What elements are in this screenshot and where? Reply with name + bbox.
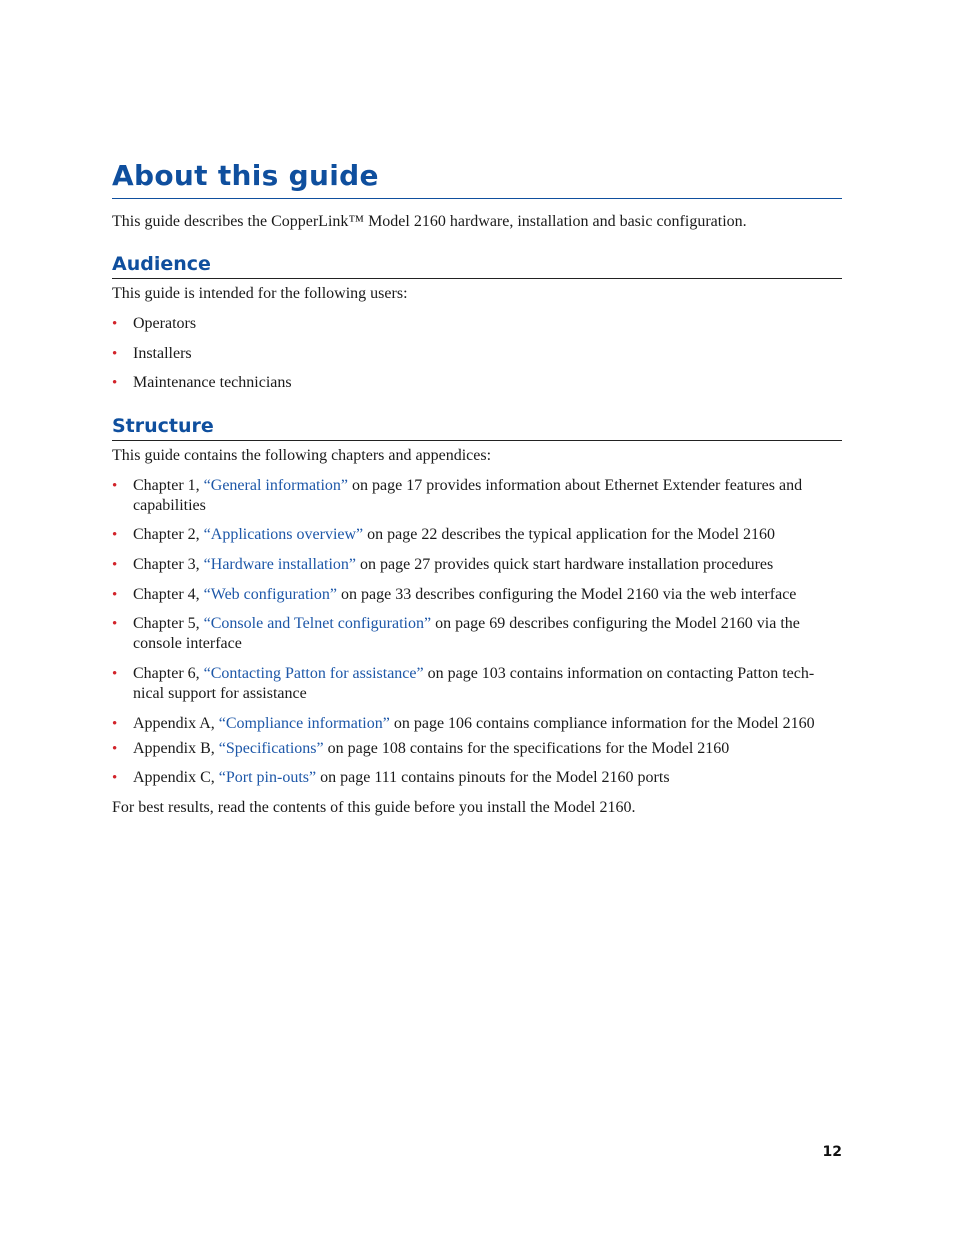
- page-title: About this guide: [112, 156, 842, 199]
- bullet-icon: •: [112, 666, 118, 682]
- bullet-icon: •: [112, 741, 118, 757]
- bullet-icon: •: [112, 557, 118, 573]
- chapter-link-hardware-installation[interactable]: “Hardware installation”: [203, 556, 357, 573]
- list-item: [112, 555, 842, 585]
- item-suffix: on page 27 provides quick start hardware installation procedures: [356, 556, 774, 573]
- chapter-link-web-configuration[interactable]: “Web configuration”: [203, 586, 337, 603]
- audience-lead: This guide is intended for the following users:: [112, 285, 408, 302]
- list-item: [112, 664, 842, 714]
- item-suffix: on page 33 describes configuring the Model 2160 via the web interface: [336, 586, 797, 603]
- list-item: [112, 314, 842, 344]
- item-prefix: Chapter 4,: [133, 586, 204, 603]
- item-prefix: Chapter 6,: [133, 665, 204, 682]
- list-item: [112, 525, 842, 555]
- list-item: [112, 714, 842, 739]
- page-number: 12: [822, 1144, 842, 1160]
- item-suffix: on page 103 contains information on contacting Patton tech-nical support for assistance: [133, 665, 815, 702]
- item-suffix: on page 69 describes configuring the Model 2160 via the console interface: [133, 615, 800, 652]
- list-item: [112, 373, 842, 403]
- item-suffix: on page 111 contains pinouts for the Model 2160 ports: [316, 769, 670, 786]
- bullet-icon: •: [112, 716, 118, 732]
- item-suffix: on page 22 describes the typical application for the Model 2160: [363, 526, 776, 543]
- closing-paragraph: For best results, read the contents of this guide before you install the Model 2160.: [112, 799, 636, 816]
- chapter-link-contacting-patton[interactable]: “Contacting Patton for assistance”: [203, 665, 424, 682]
- chapter-link-general-information[interactable]: “General information”: [203, 477, 349, 494]
- structure-heading: Structure: [112, 413, 842, 441]
- appendix-link-compliance[interactable]: “Compliance information”: [218, 715, 390, 732]
- item-prefix: Chapter 2,: [133, 526, 204, 543]
- audience-list: [112, 314, 842, 403]
- audience-item: Installers: [133, 344, 192, 362]
- item-suffix: on page 17 provides information about Ethernet Extender features and capabilities: [133, 477, 803, 514]
- bullet-icon: •: [112, 587, 118, 603]
- chapter-link-console-telnet[interactable]: “Console and Telnet configuration”: [203, 615, 432, 632]
- bullet-icon: •: [112, 345, 118, 362]
- chapter-link-applications-overview[interactable]: “Applications overview”: [203, 526, 364, 543]
- audience-heading: Audience: [112, 251, 842, 279]
- appendix-link-port-pinouts[interactable]: “Port pin-outs”: [218, 769, 317, 786]
- list-item: [112, 614, 842, 664]
- bullet-icon: •: [112, 316, 118, 332]
- structure-list: [112, 476, 842, 797]
- bullet-icon: •: [112, 527, 118, 543]
- audience-item: Maintenance technicians: [133, 374, 292, 391]
- item-prefix: Chapter 3,: [133, 556, 204, 573]
- item-prefix: Appendix B,: [133, 740, 219, 757]
- list-item: [112, 585, 842, 614]
- bullet-icon: •: [112, 770, 118, 786]
- bullet-icon: •: [112, 375, 118, 391]
- bullet-icon: •: [112, 478, 118, 494]
- item-prefix: Chapter 1,: [133, 477, 204, 494]
- appendix-link-specifications[interactable]: “Specifications”: [218, 740, 324, 757]
- list-item: [112, 476, 842, 525]
- item-prefix: Appendix C,: [133, 769, 219, 786]
- item-prefix: Appendix A,: [133, 715, 219, 732]
- item-suffix: on page 106 contains compliance information for the Model 2160: [389, 715, 815, 732]
- list-item: [112, 768, 842, 797]
- list-item: [112, 344, 842, 374]
- item-suffix: on page 108 contains for the specifications for the Model 2160: [323, 740, 730, 757]
- list-item: [112, 739, 842, 768]
- audience-item: Operators: [133, 315, 197, 332]
- bullet-icon: •: [112, 616, 118, 632]
- item-prefix: Chapter 5,: [133, 615, 204, 632]
- structure-lead: This guide contains the following chapters and appendices:: [112, 447, 492, 464]
- intro-paragraph: This guide describes the CopperLink™ Model 2160 hardware, installation and basic configuration.: [112, 213, 747, 230]
